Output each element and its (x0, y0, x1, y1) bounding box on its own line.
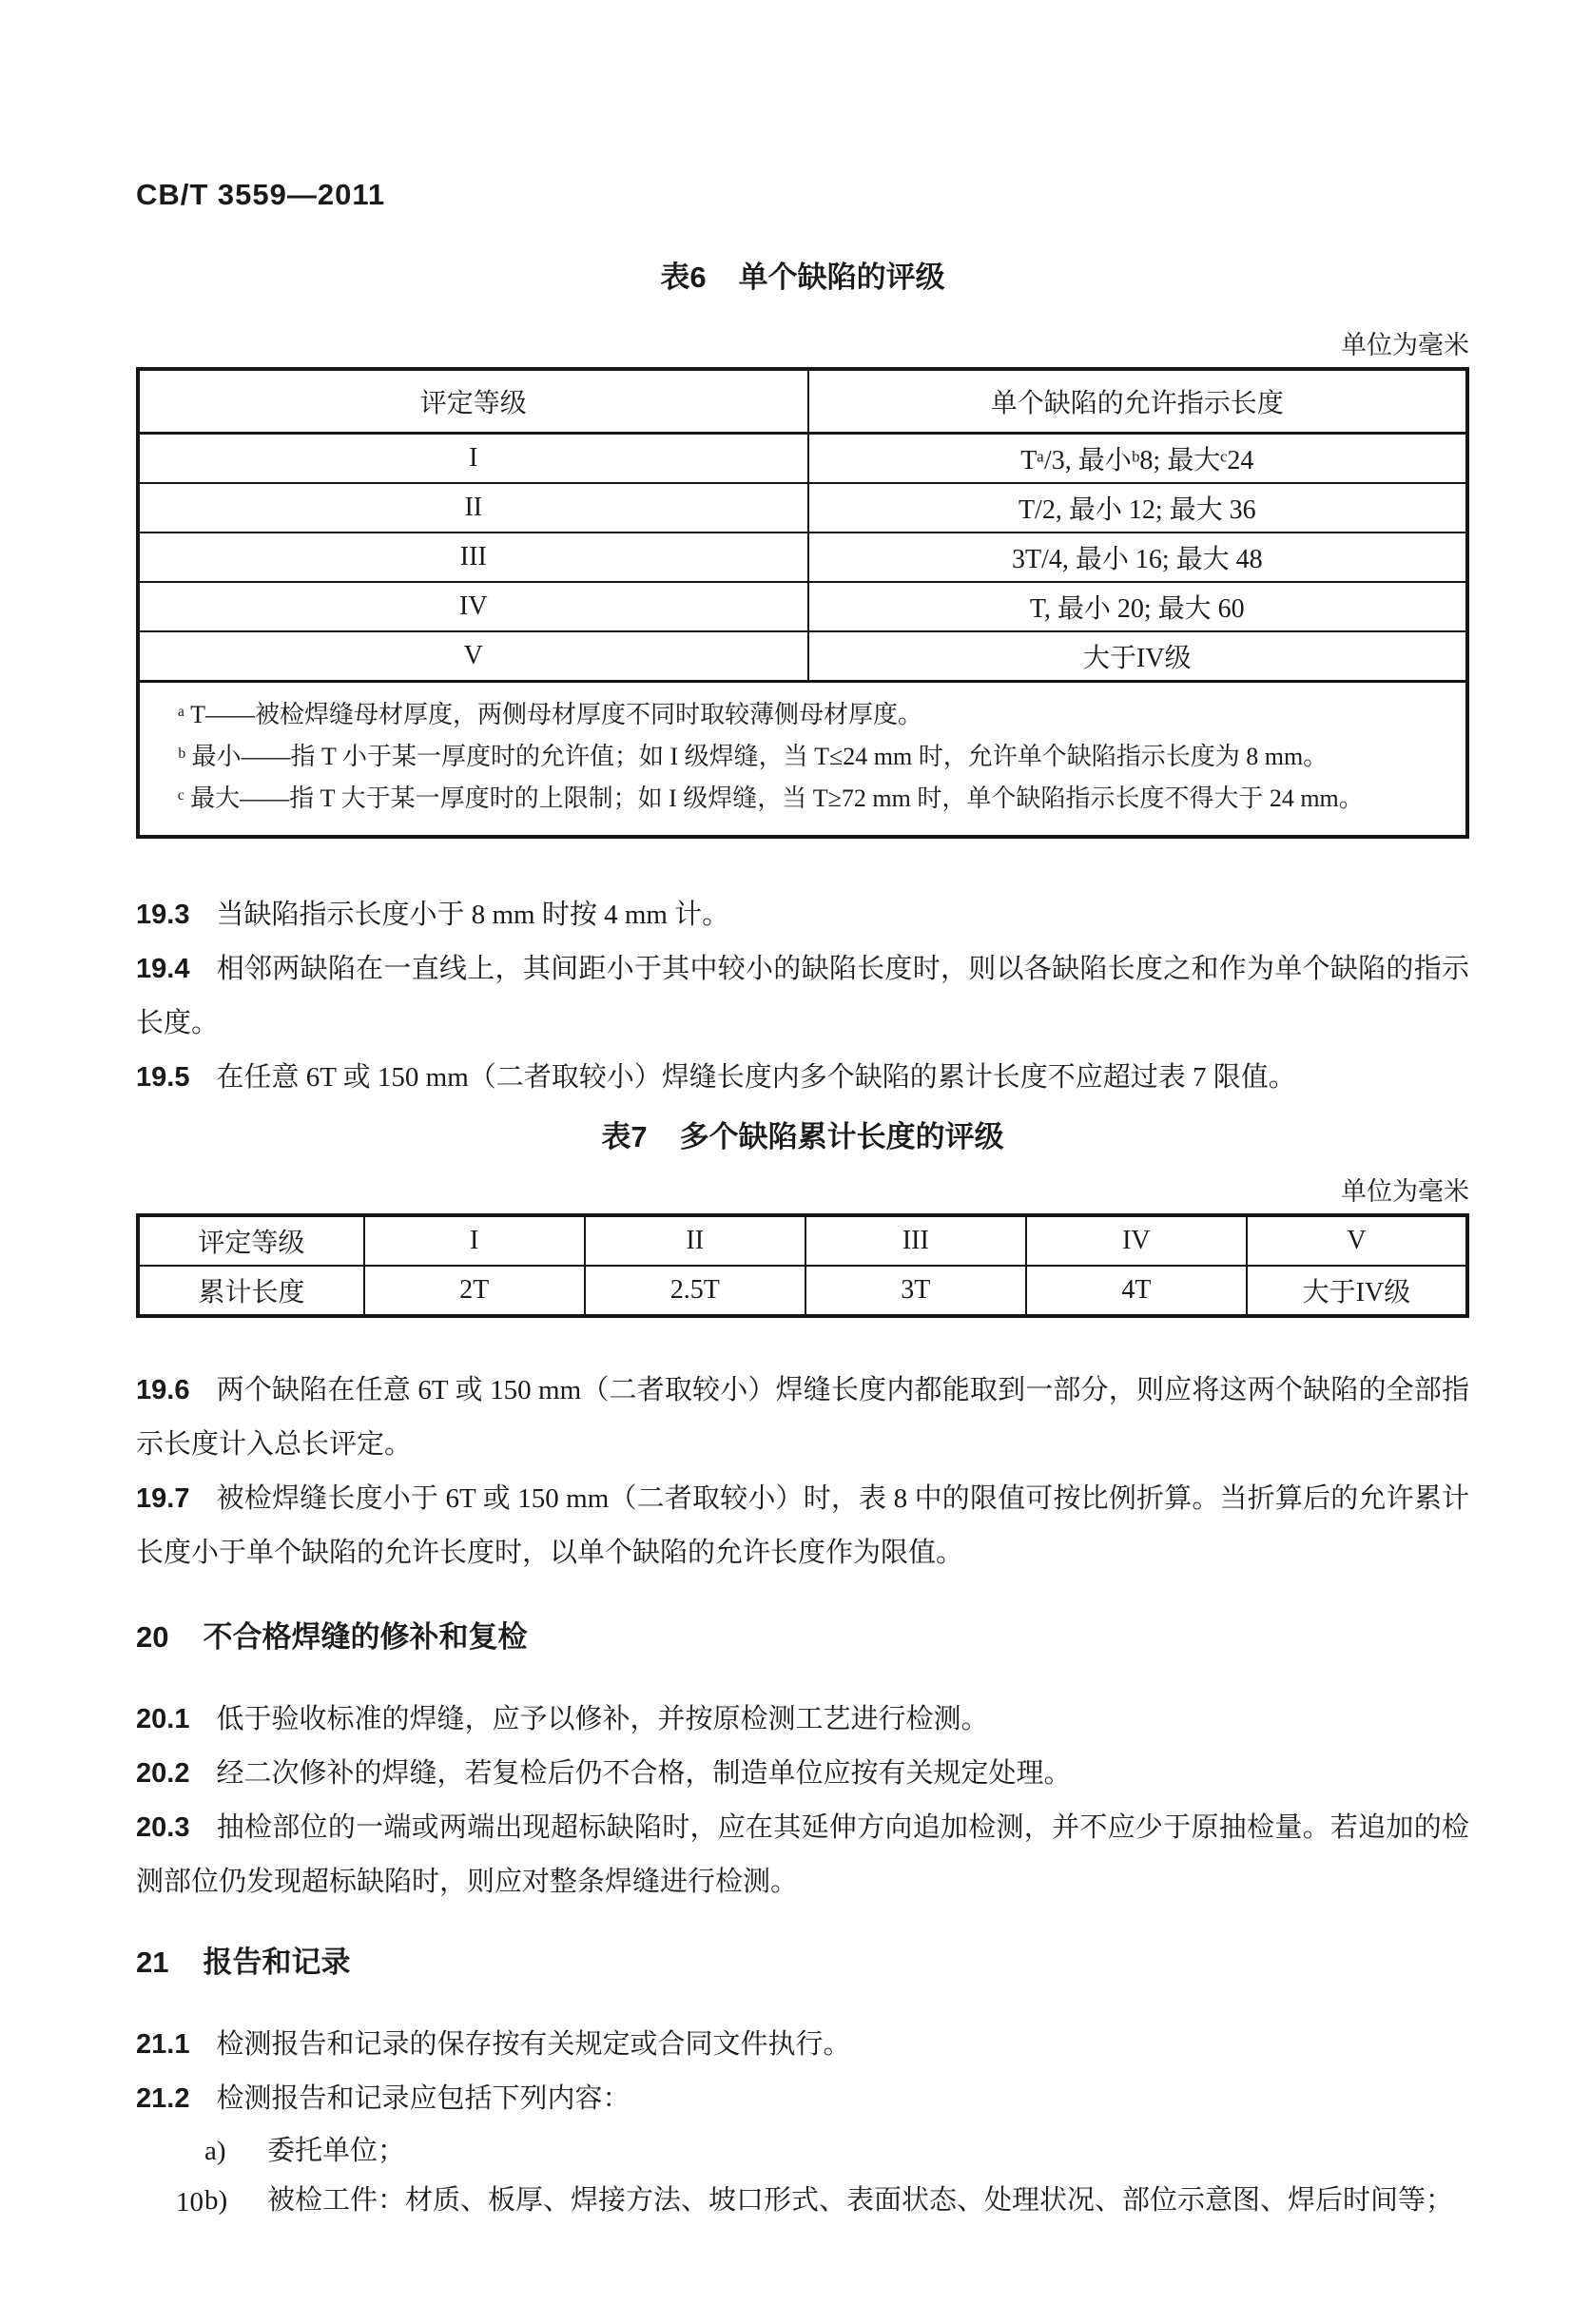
clause-20-3 (136, 1801, 1469, 1909)
table7-data-cell: 3T (805, 1266, 1026, 1316)
table7-caption (136, 1118, 1469, 1156)
section-number: 20 (136, 1620, 169, 1654)
clause-text: 相邻两缺陷在一直线上，其间距小于其中较小的缺陷长度时，则以各缺陷长度之和作为单个缺陷的指示长度。 (136, 954, 1469, 1038)
clause-number: 21.2 (136, 2083, 190, 2114)
clause-number: 20.2 (136, 1758, 190, 1789)
footnote-c: ᶜ 最大——指 T 大于某一厚度时的上限制；如 I 级焊缝，当 T≥72 mm 时，单个缺陷指示长度不得大于 24 mm。 (178, 784, 1364, 812)
grade-cell: V (138, 631, 808, 682)
footnote-a: ᵃ T——被检焊缝母材厚度，两侧母材厚度不同时取较薄侧母材厚度。 (178, 701, 923, 728)
clause-text: 被检焊缝长度小于 6T 或 150 mm（二者取较小）时，表 8 中的限值可按比例折算。当折算后的允许累计长度小于单个缺陷的允许长度时，以单个缺陷的允许长度作为限值。 (136, 1483, 1469, 1568)
table7-header-cell: III (805, 1215, 1026, 1266)
clause-text: 当缺陷指示长度小于 8 mm 时按 4 mm 计。 (216, 900, 730, 930)
table7-header-cell: II (585, 1215, 805, 1266)
list-item-text: 委托单位； (267, 2136, 406, 2166)
table7 (136, 1213, 1469, 1318)
section-number: 21 (136, 1946, 169, 1979)
table6-row (138, 631, 1467, 682)
list-item (136, 2126, 1469, 2176)
table7-caption-label: 表7 (601, 1120, 648, 1153)
table6-caption-title: 单个缺陷的评级 (738, 261, 945, 294)
table7-header-row (138, 1215, 1467, 1266)
list-item-marker: b) (204, 2185, 228, 2216)
list-item (136, 2176, 1469, 2225)
grade-cell: II (138, 483, 808, 533)
standard-number: CB/T 3559—2011 (136, 178, 386, 211)
table6-caption-label: 表6 (660, 261, 707, 294)
table7-header-cell: I (364, 1215, 585, 1266)
length-cell: 大于IV级 (808, 631, 1467, 682)
table7-caption-title: 多个缺陷累计长度的评级 (679, 1120, 1004, 1153)
clause-text: 检测报告和记录应包括下列内容： (216, 2083, 631, 2114)
section-title: 不合格焊缝的修补和复检 (203, 1620, 528, 1654)
table7-header-cell: 评定等级 (138, 1215, 364, 1266)
clause-text: 经二次修补的焊缝，若复检后仍不合格，制造单位应按有关规定处理。 (216, 1758, 1072, 1789)
clause-20-2 (136, 1747, 1469, 1801)
table7-data-cell: 4T (1026, 1266, 1247, 1316)
table6-caption (136, 259, 1469, 297)
section-21-heading (136, 1944, 1469, 1982)
table7-data-cell: 2T (364, 1266, 585, 1316)
clause-19-5 (136, 1051, 1469, 1105)
grade-cell: III (138, 533, 808, 582)
clause-text: 抽检部位的一端或两端出现超标缺陷时，应在其延伸方向追加检测，并不应少于原抽检量。若追加的检测部位仍发现超标缺陷时，则应对整条焊缝进行检测。 (136, 1812, 1469, 1897)
table6-header-grade: 评定等级 (138, 369, 808, 434)
clause-number: 21.1 (136, 2029, 190, 2060)
clause-number: 19.4 (136, 954, 190, 984)
table7-data-row (138, 1266, 1467, 1316)
table7-data-cell: 累计长度 (138, 1266, 364, 1316)
footnote-b: ᵇ 最小——指 T 小于某一厚度时的允许值；如 I 级焊缝，当 T≤24 mm 时，允许单个缺陷指示长度为 8 mm。 (178, 743, 1329, 770)
clause-21-2-list (136, 2126, 1469, 2225)
table6-footnotes (138, 682, 1467, 838)
clause-number: 19.5 (136, 1062, 190, 1093)
table6-row (138, 582, 1467, 631)
clause-number: 20.3 (136, 1812, 190, 1843)
table6-header-length: 单个缺陷的允许指示长度 (808, 369, 1467, 434)
length-cell: 3T/4, 最小 16; 最大 48 (808, 533, 1467, 582)
grade-cell: I (138, 434, 808, 484)
table7-header-cell: V (1247, 1215, 1467, 1266)
clause-number: 19.6 (136, 1375, 190, 1405)
list-item-text: 被检工件：材质、板厚、焊接方法、坡口形式、表面状态、处理状况、部位示意图、焊后时间等； (267, 2185, 1454, 2216)
clause-text: 检测报告和记录的保存按有关规定或合同文件执行。 (216, 2029, 851, 2060)
table6-header-row (138, 369, 1467, 434)
length-cell: T, 最小 20; 最大 60 (808, 582, 1467, 631)
clause-number: 20.1 (136, 1704, 190, 1734)
table6-row (138, 483, 1467, 533)
page-number: 10 (176, 2187, 204, 2217)
section-title: 报告和记录 (203, 1946, 351, 1979)
list-item-marker: a) (204, 2136, 226, 2166)
clause-text: 低于验收标准的焊缝，应予以修补，并按原检测工艺进行检测。 (216, 1704, 989, 1734)
table6-row (138, 533, 1467, 582)
length-cell: Tᵃ/3, 最小ᵇ8; 最大ᶜ24 (808, 434, 1467, 484)
clause-number: 19.3 (136, 900, 190, 930)
table7-data-cell: 大于IV级 (1247, 1266, 1467, 1316)
clause-text: 两个缺陷在任意 6T 或 150 mm（二者取较小）焊缝长度内都能取到一部分，则应将这两个缺陷的全部指示长度计入总长评定。 (136, 1375, 1469, 1460)
clause-19-6 (136, 1364, 1469, 1472)
clause-text: 在任意 6T 或 150 mm（二者取较小）焊缝长度内多个缺陷的累计长度不应超过表 7 限值。 (216, 1062, 1296, 1093)
table6-row (138, 434, 1467, 484)
clause-number: 19.7 (136, 1483, 190, 1514)
clause-19-4 (136, 942, 1469, 1051)
table6-unit-note: 单位为毫米 (1341, 331, 1469, 359)
table7-header-cell: IV (1026, 1215, 1247, 1266)
grade-cell: IV (138, 582, 808, 631)
clause-20-1 (136, 1693, 1469, 1747)
table7-data-cell: 2.5T (585, 1266, 805, 1316)
clause-19-3 (136, 888, 1469, 942)
table6-footnote-row (138, 682, 1467, 838)
table6 (136, 367, 1469, 839)
clause-21-2 (136, 2072, 1469, 2126)
clause-21-1 (136, 2018, 1469, 2072)
table7-unit-note: 单位为毫米 (1341, 1177, 1469, 1206)
section-20-heading (136, 1618, 1469, 1656)
clause-19-7 (136, 1472, 1469, 1580)
length-cell: T/2, 最小 12; 最大 36 (808, 483, 1467, 533)
